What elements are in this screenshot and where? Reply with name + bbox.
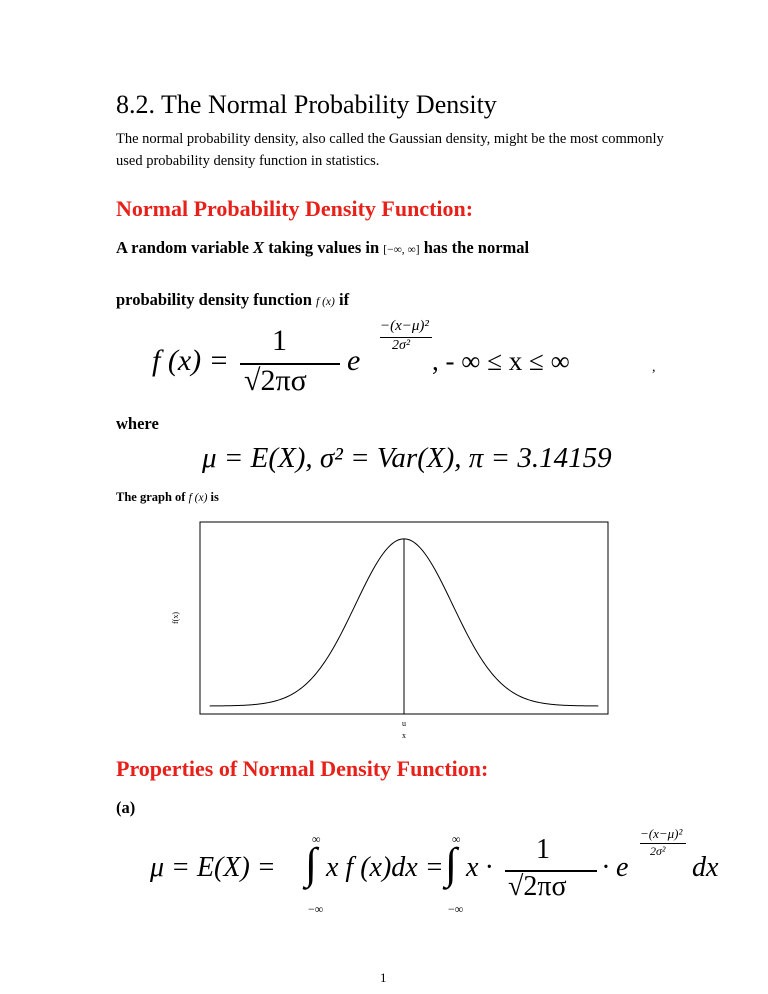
mean-dx: dx xyxy=(692,852,719,883)
section-heading-pdf: Normal Probability Density Function: xyxy=(116,196,474,221)
integral-lower: −∞ xyxy=(448,902,464,916)
definition-text: if xyxy=(339,290,350,309)
integral-upper: ∞ xyxy=(312,832,321,846)
section-heading-properties: Properties of Normal Density Function: xyxy=(116,756,489,781)
definition-text: A random variable xyxy=(116,238,249,257)
definition-text: taking values in xyxy=(268,238,380,257)
intro-paragraph: The normal probability density, also called the Gaussian density, might be the most commonly used probability density function in statistics. xyxy=(116,131,664,169)
integral-sign: ∫ xyxy=(445,839,458,888)
mean-numerator: 1 xyxy=(536,834,550,865)
pdf-exp-denominator: 2σ² xyxy=(392,338,411,353)
params-equation: μ = E(X), σ² = Var(X), π = 3.14159 xyxy=(202,442,612,474)
caption-text: The graph of xyxy=(116,490,186,504)
fx-inline: f (x) xyxy=(316,296,335,308)
fx-inline: f (x) xyxy=(188,492,208,504)
caption-text: is xyxy=(210,490,219,504)
pdf-range: , - ∞ ≤ x ≤ ∞ xyxy=(432,346,570,376)
item-label-a: (a) xyxy=(116,798,136,817)
definition-text: has the normal xyxy=(423,238,530,257)
definition-line-2 xyxy=(116,290,349,310)
where-label: where xyxy=(116,414,159,433)
page-number: 1 xyxy=(380,970,387,985)
mean-integrand-2: x · xyxy=(466,852,493,883)
x-tick-label: u xyxy=(402,719,406,728)
mean-integrand-1: x f (x)dx = xyxy=(326,852,444,883)
x-axis-label: x xyxy=(402,731,406,740)
integral-upper: ∞ xyxy=(452,832,461,846)
mean-lhs: μ = E(X) = xyxy=(150,852,276,883)
mean-exp-numerator: −(x−μ)² xyxy=(640,826,683,841)
pdf-exp-numerator: −(x−μ)² xyxy=(380,318,429,334)
variable-x: X xyxy=(253,238,265,257)
mean-exp-base: · e xyxy=(602,852,629,883)
pdf-exp-base: e xyxy=(347,344,361,377)
mean-denominator: √2πσ xyxy=(508,871,567,902)
integral-lower: −∞ xyxy=(308,902,324,916)
mean-exp-denominator: 2σ² xyxy=(650,844,666,858)
pdf-trailing-comma: , xyxy=(652,360,656,375)
interval: [−∞, ∞] xyxy=(383,244,420,256)
y-axis-label: f(x) xyxy=(171,612,180,624)
normal-density-chart xyxy=(160,510,620,740)
page-title: 8.2. The Normal Probability Density xyxy=(116,90,497,119)
pdf-denominator: √2πσ xyxy=(244,364,307,397)
definition-line-1 xyxy=(116,238,529,258)
graph-caption xyxy=(116,490,219,505)
definition-text: probability density function xyxy=(116,290,312,309)
pdf-lhs: f (x) = xyxy=(152,344,229,377)
integral-sign: ∫ xyxy=(305,839,318,888)
pdf-numerator: 1 xyxy=(272,324,287,357)
